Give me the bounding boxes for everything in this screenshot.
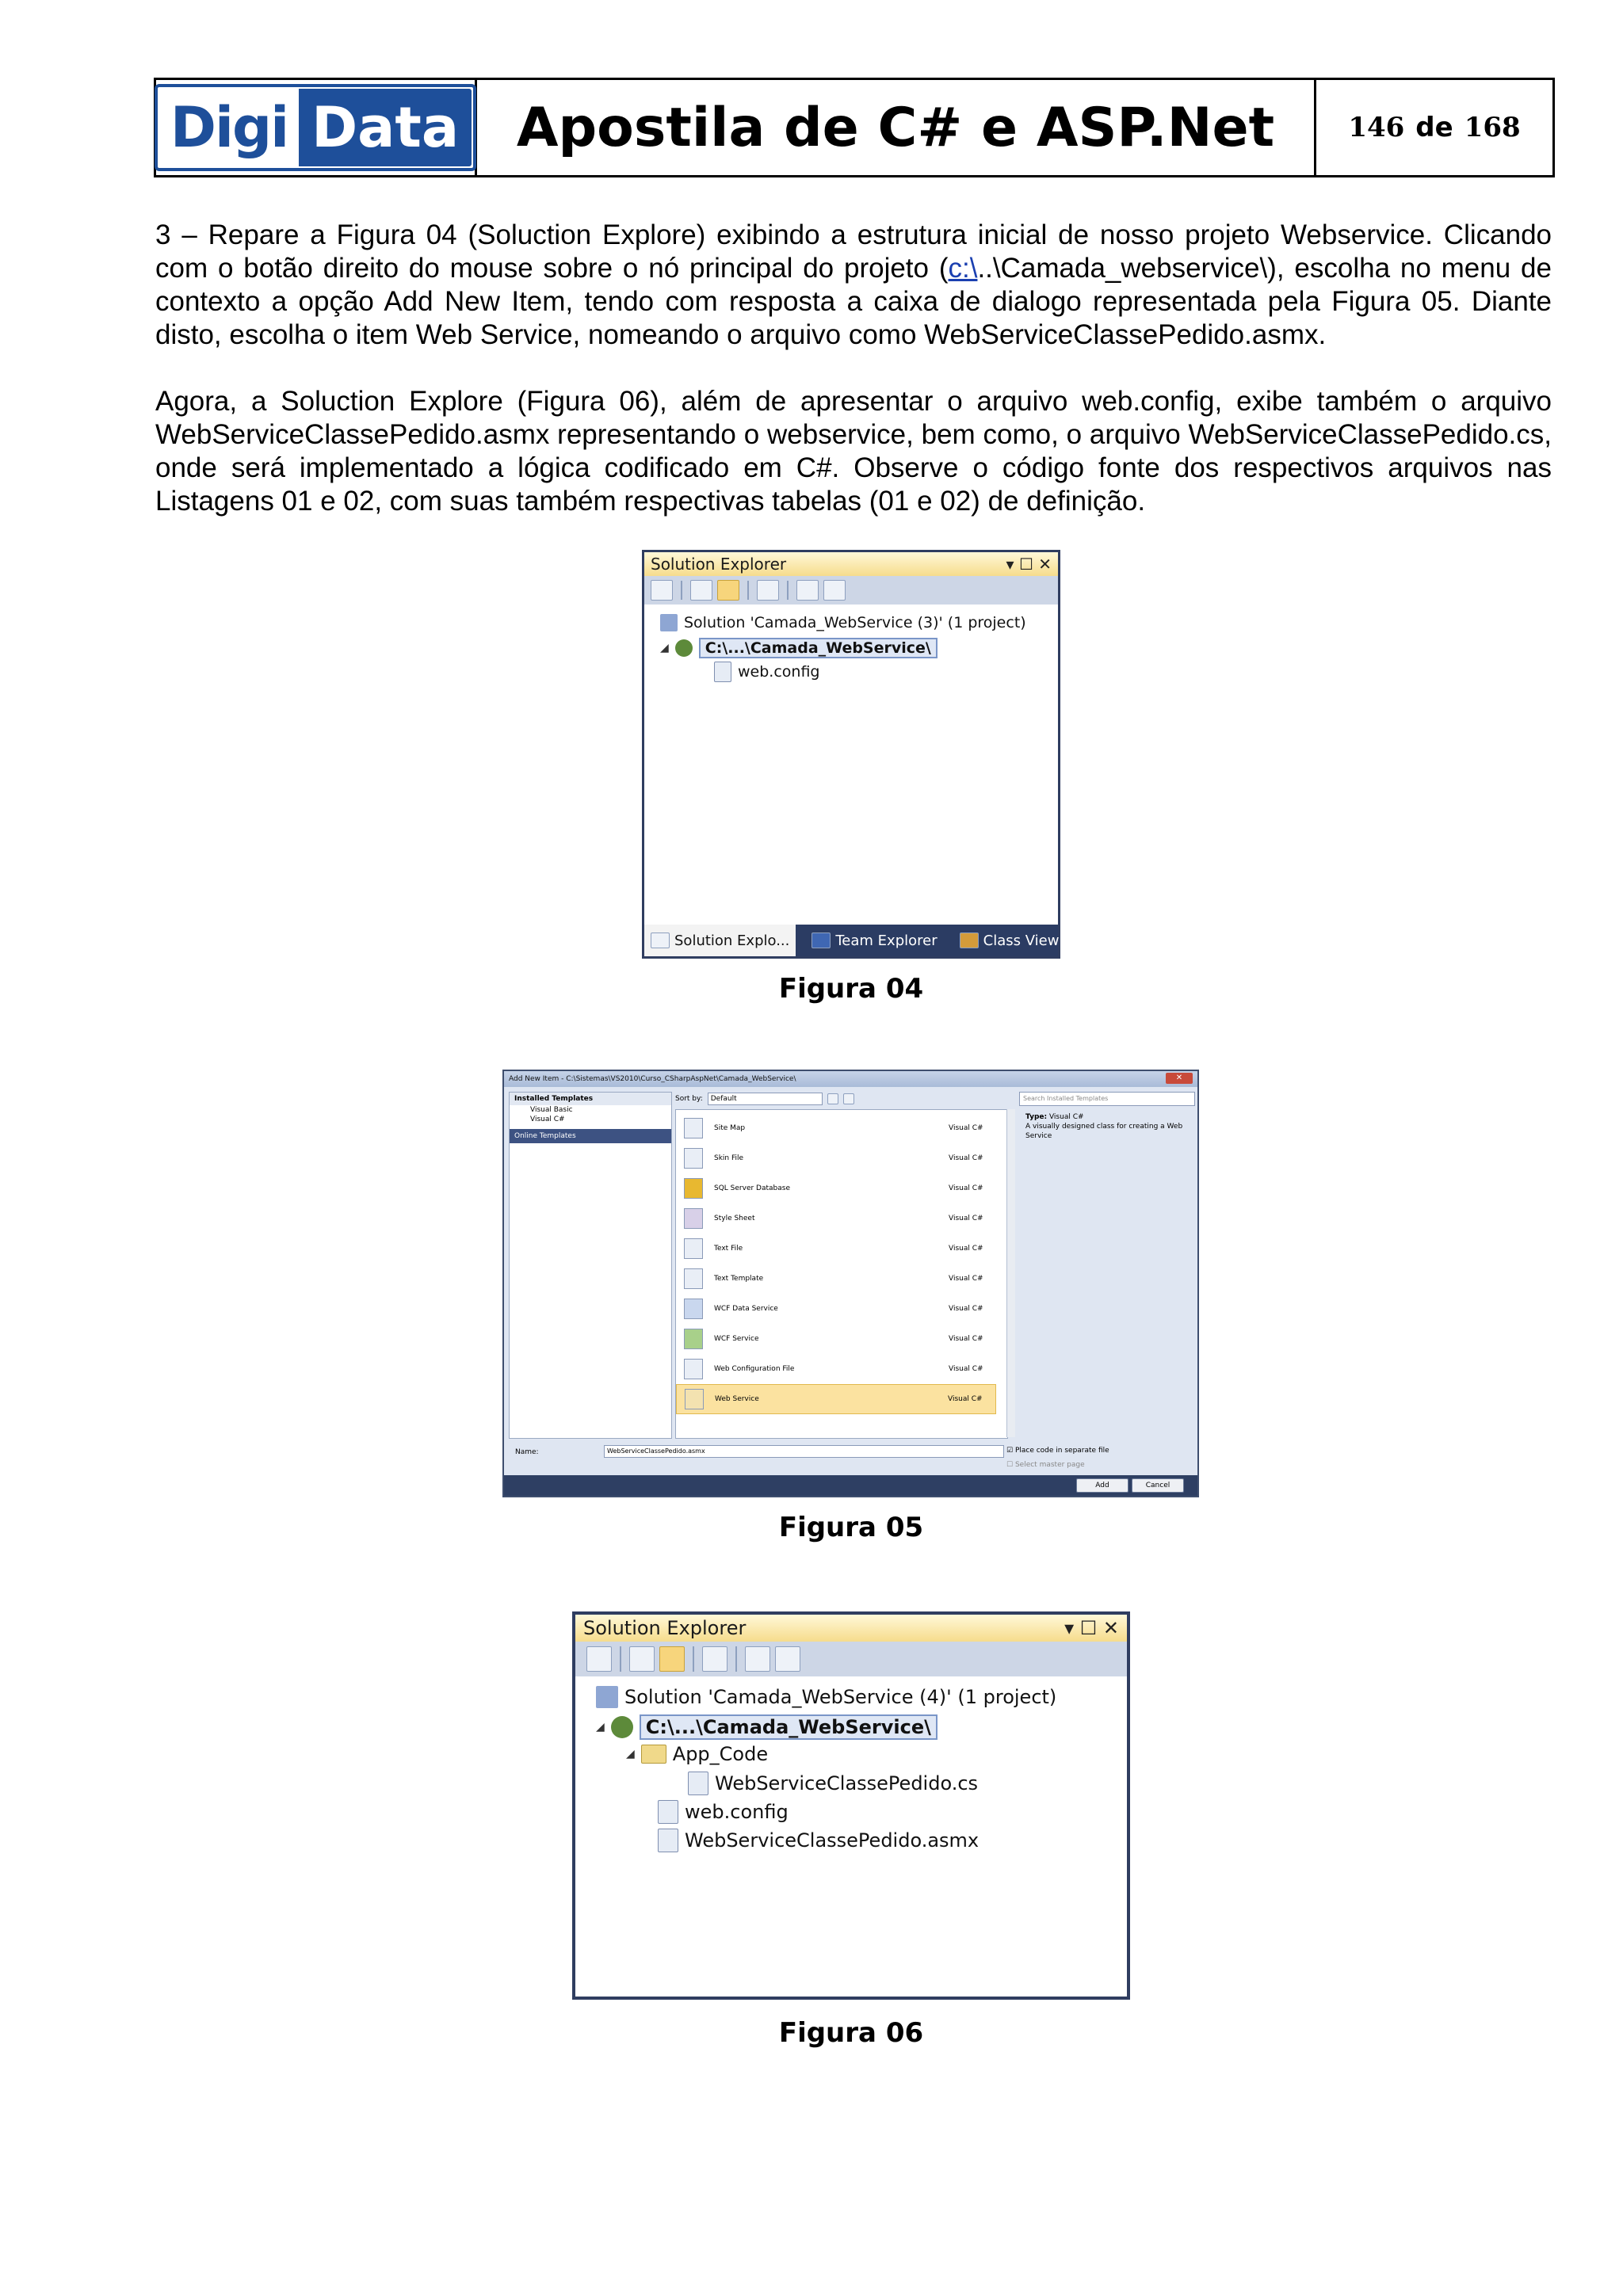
file-label: WebServiceClassePedido.asmx: [685, 1829, 980, 1852]
show-all-files-icon[interactable]: [717, 580, 739, 601]
paragraph-1: [155, 219, 1552, 352]
page-current: 146: [1348, 112, 1405, 143]
properties-icon[interactable]: [651, 580, 673, 601]
item-name: SQL Server Database: [714, 1184, 790, 1192]
tab-solution-explorer[interactable]: [644, 925, 796, 956]
list-item[interactable]: [676, 1264, 996, 1294]
website-icon: [611, 1716, 633, 1738]
window-title-bar: [644, 552, 1058, 576]
list-item[interactable]: [676, 1173, 996, 1203]
item-name: Skin File: [714, 1154, 744, 1162]
list-item[interactable]: [676, 1354, 996, 1384]
logo-digi: Digi: [159, 89, 299, 166]
tab-label: Solution Explo...: [674, 932, 790, 949]
page-of: de: [1415, 112, 1453, 143]
search-input[interactable]: Search Installed Templates: [1019, 1092, 1195, 1106]
template-list: [675, 1109, 1008, 1439]
explorer-tabs: [644, 925, 1058, 956]
list-item[interactable]: [676, 1324, 996, 1354]
copy-website-icon[interactable]: [745, 1646, 770, 1672]
item-lang: Visual C#: [949, 1184, 983, 1192]
page-number: [1316, 80, 1552, 175]
item-lang: Visual C#: [949, 1154, 983, 1162]
nest-files-icon[interactable]: [702, 1646, 727, 1672]
file-label: web.config: [685, 1801, 789, 1823]
page-total: 168: [1464, 112, 1521, 143]
window-title: Solution Explorer: [651, 555, 787, 574]
folder-label: App_Code: [672, 1743, 769, 1765]
type-label: Type:: [1025, 1113, 1048, 1121]
paragraph-1-start: 3 – Repare a Figura 04 (Soluction Explore) exibindo a estrutura inicial de nosso projeto Webservice. Clicando com o botão direito do mouse sobre o nó principal do projeto (: [155, 219, 1552, 284]
list-item[interactable]: [676, 1113, 996, 1143]
show-all-files-icon[interactable]: [659, 1646, 685, 1672]
website-icon: [675, 639, 693, 657]
dialog-title: Add New Item - C:\Sistemas\VS2010\Curso_CSharpAspNet\Camada_WebService\: [509, 1075, 796, 1083]
asp-config-icon[interactable]: [823, 580, 846, 601]
view-grid-icon[interactable]: [843, 1093, 854, 1104]
list-item-selected[interactable]: [676, 1384, 996, 1414]
solution-node[interactable]: [596, 1686, 1056, 1708]
online-templates[interactable]: Online Templates: [510, 1129, 671, 1143]
add-button[interactable]: Add: [1076, 1478, 1128, 1493]
solution-tree: [644, 605, 1058, 921]
digidata-logo: [155, 84, 476, 171]
database-icon: [684, 1178, 703, 1199]
list-item[interactable]: [676, 1203, 996, 1234]
installed-templates[interactable]: Installed Templates: [510, 1093, 671, 1105]
template-visual-csharp[interactable]: Visual C#: [530, 1116, 565, 1123]
item-lang: Visual C#: [948, 1395, 983, 1403]
collapse-arrow-icon[interactable]: ◢: [626, 1748, 635, 1760]
logo-cell: [156, 80, 477, 175]
tab-class-view[interactable]: [953, 925, 1066, 956]
project-label: C:\...\Camada_WebService\: [640, 1714, 938, 1740]
list-item[interactable]: [676, 1294, 996, 1324]
solution-label: Solution 'Camada_WebService (3)' (1 project): [684, 614, 1026, 631]
collapse-arrow-icon[interactable]: ◢: [660, 642, 669, 654]
item-lang: Visual C#: [949, 1245, 983, 1253]
add-new-item-dialog: [502, 1070, 1199, 1497]
caption-figura-04: Figura 04: [778, 973, 924, 1005]
solution-icon: [596, 1686, 618, 1708]
project-node[interactable]: [596, 1714, 938, 1740]
team-explorer-icon: [812, 933, 831, 948]
item-name: Site Map: [714, 1124, 746, 1132]
window-title: Solution Explorer: [583, 1617, 747, 1639]
details-panel: [1019, 1092, 1195, 1437]
text-file-icon: [684, 1238, 703, 1259]
file-label: web.config: [738, 663, 820, 681]
wcf-service-icon: [684, 1329, 703, 1349]
folder-app-code[interactable]: [626, 1743, 768, 1765]
collapse-arrow-icon[interactable]: ◢: [596, 1721, 605, 1733]
tab-label: Class View: [983, 932, 1060, 949]
item-lang: Visual C#: [949, 1365, 983, 1373]
list-scrollbar[interactable]: [1006, 1109, 1015, 1437]
item-lang: Visual C#: [949, 1124, 983, 1132]
close-button[interactable]: ✕: [1166, 1073, 1193, 1084]
tab-label: Team Explorer: [835, 932, 938, 949]
file-asmx[interactable]: [658, 1829, 979, 1852]
cancel-button[interactable]: Cancel: [1132, 1478, 1184, 1493]
item-name: WCF Service: [714, 1335, 759, 1343]
toolbar: [644, 576, 1058, 605]
config-file-icon: [714, 662, 731, 682]
paragraph-1-end: ..\Camada_webservice\), escolha no menu de contexto a opção Add New Item, tendo com resposta a caixa de dialogo representada pela Figura 05. Diante disto, escolha o item Web Service, nomeando o arquivo como WebServiceClassePedido.asmx.: [155, 253, 1552, 350]
file-cs[interactable]: [688, 1772, 978, 1795]
solution-icon: [660, 614, 678, 631]
skin-file-icon: [684, 1148, 703, 1169]
solution-explorer-icon: [651, 933, 670, 948]
properties-icon[interactable]: [586, 1646, 612, 1672]
solution-tree: [575, 1676, 1127, 1993]
caption-figura-06: Figura 06: [778, 2017, 924, 2049]
path-link[interactable]: c:\: [948, 253, 978, 284]
item-name: Web Configuration File: [714, 1365, 795, 1373]
list-item[interactable]: [676, 1234, 996, 1264]
project-node[interactable]: [660, 638, 938, 658]
window-title-bar: [575, 1615, 1127, 1642]
place-code-checkbox[interactable]: ☑ Place code in separate file: [1006, 1447, 1109, 1455]
class-view-icon: [960, 933, 979, 948]
refresh-icon[interactable]: [690, 580, 712, 601]
solution-label: Solution 'Camada_WebService (4)' (1 project): [624, 1686, 1057, 1708]
list-item[interactable]: [676, 1143, 996, 1173]
file-web-config[interactable]: [714, 662, 819, 682]
name-input[interactable]: WebServiceClassePedido.asmx: [604, 1445, 1004, 1458]
sort-select[interactable]: Default: [708, 1093, 823, 1105]
style-sheet-icon: [684, 1208, 703, 1229]
caption-figura-05: Figura 05: [778, 1512, 924, 1543]
item-name: Style Sheet: [714, 1215, 755, 1222]
item-name: WCF Data Service: [714, 1305, 778, 1313]
item-name: Web Service: [715, 1395, 759, 1403]
paragraph-2: Agora, a Soluction Explore (Figura 06), além de apresentar o arquivo web.config, exibe também o arquivo WebServiceClassePedido.asmx representando o webservice, bem como, o arquivo WebServiceClassePedido.cs, onde será implementado a lógica codificado em C#. Observe o código fonte dos respectivos arquivos nas Listagens 01 e 02, com suas também respectivas tabelas (01 e 02) de definição.: [155, 386, 1552, 517]
wcf-data-service-icon: [684, 1299, 703, 1319]
project-label: C:\...\Camada_WebService\: [699, 638, 938, 658]
page-header: [154, 78, 1555, 177]
type-value: Visual C#: [1048, 1113, 1084, 1121]
site-map-icon: [684, 1118, 703, 1138]
item-name: Text Template: [714, 1275, 764, 1283]
dialog-title-bar: [504, 1071, 1197, 1087]
text-template-icon: [684, 1268, 703, 1289]
item-lang: Visual C#: [949, 1335, 983, 1343]
toolbar: [575, 1642, 1127, 1676]
solution-explorer-fig06: [572, 1611, 1130, 2000]
template-description: A visually designed class for creating a Web Service: [1025, 1123, 1183, 1140]
master-page-label: Select master page: [1014, 1461, 1085, 1469]
dialog-footer: [504, 1475, 1197, 1496]
sort-bar: [675, 1092, 1008, 1106]
window-controls[interactable]: ▾ ☐ ✕: [1064, 1617, 1119, 1639]
web-config-icon: [684, 1359, 703, 1379]
refresh-icon[interactable]: [629, 1646, 655, 1672]
template-visual-basic[interactable]: Visual Basic: [530, 1106, 573, 1114]
config-file-icon: [658, 1800, 678, 1824]
file-web-config[interactable]: [658, 1800, 789, 1824]
item-lang: Visual C#: [949, 1305, 983, 1313]
template-info: [1019, 1112, 1195, 1141]
name-label: Name:: [515, 1448, 539, 1456]
solution-node[interactable]: [660, 614, 1026, 631]
file-label: WebServiceClassePedido.cs: [715, 1772, 979, 1794]
master-page-checkbox[interactable]: ☐ Select master page: [1006, 1461, 1085, 1469]
templates-panel: [509, 1092, 672, 1439]
view-list-icon[interactable]: [827, 1093, 838, 1104]
logo-data: Data: [299, 89, 472, 166]
item-lang: Visual C#: [949, 1275, 983, 1283]
copy-website-icon[interactable]: [796, 580, 819, 601]
asmx-file-icon: [658, 1829, 678, 1852]
web-service-icon: [685, 1389, 704, 1409]
solution-explorer-fig04: [642, 550, 1060, 959]
csharp-file-icon: [688, 1772, 708, 1795]
asp-config-icon[interactable]: [775, 1646, 800, 1672]
window-controls[interactable]: ▾ ☐ ✕: [1006, 555, 1052, 574]
place-code-label: Place code in separate file: [1014, 1447, 1109, 1455]
document-title: Apostila de C# e ASP.Net: [477, 80, 1316, 175]
item-name: Text File: [714, 1245, 743, 1253]
item-lang: Visual C#: [949, 1215, 983, 1222]
sort-label: Sort by:: [675, 1095, 703, 1103]
nest-files-icon[interactable]: [757, 580, 779, 601]
tab-team-explorer[interactable]: [805, 925, 943, 956]
folder-icon: [641, 1745, 666, 1764]
